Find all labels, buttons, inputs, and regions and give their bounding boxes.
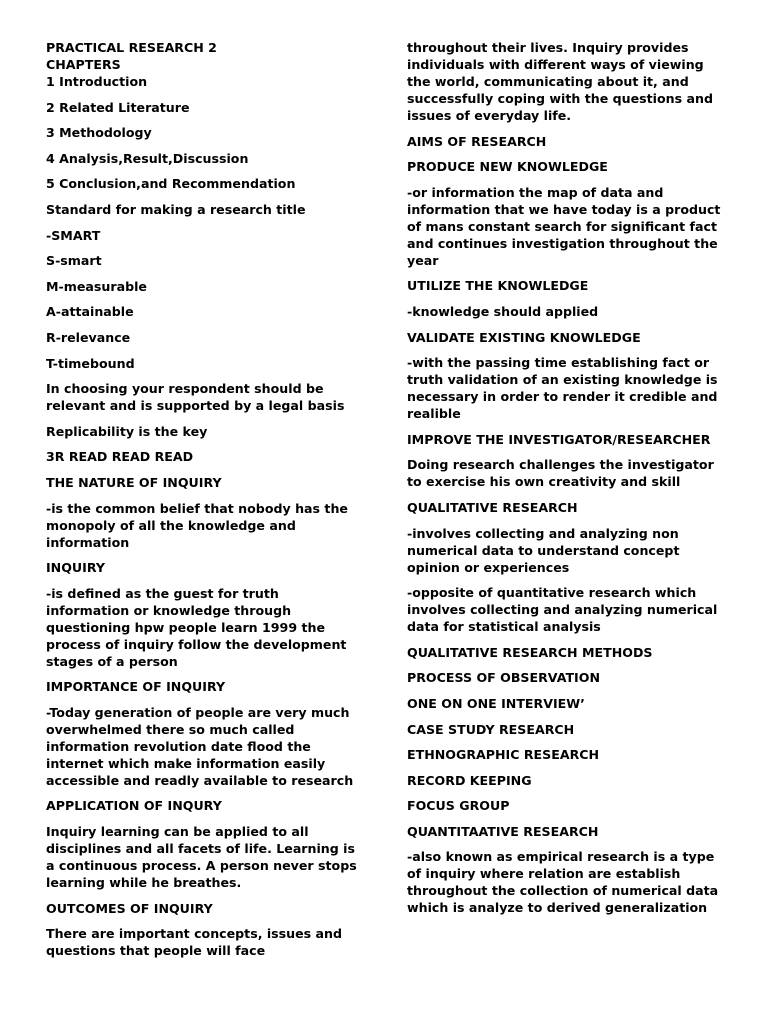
chapter-item: 5 Conclusion,and Recommendation: [46, 176, 296, 192]
chapter-item: 2 Related Literature: [46, 99, 190, 115]
section-heading: THE NATURE OF INQUIRY: [46, 474, 222, 490]
section-heading: IMPROVE THE INVESTIGATOR/RESEARCHER: [407, 431, 711, 447]
section-heading: PRODUCE NEW KNOWLEDGE: [407, 159, 608, 175]
paragraph: -also known as empirical research is a type of inquiry where relation are establish throughout the collection of numerical data which is analyze to derived generalization: [407, 849, 719, 916]
section-heading: QUALITATIVE RESEARCH: [407, 499, 578, 515]
section-heading: INQUIRY: [46, 560, 105, 576]
left-column: [46, 39, 364, 968]
section-heading: QUALITATIVE RESEARCH METHODS: [407, 644, 653, 660]
paragraph: -with the passing time establishing fact or truth validation of an existing knowledge is necessary in order to render it credible and realible: [407, 355, 718, 422]
smart-item: A-attainable: [46, 304, 134, 320]
paragraph: -is the common belief that nobody has the monopoly of all the knowledge and information: [46, 500, 348, 550]
paragraph: 3R READ READ READ: [46, 449, 194, 465]
section-heading: QUANTITAATIVE RESEARCH: [407, 823, 599, 839]
paragraph: Replicability is the key: [46, 423, 208, 439]
section-heading: UTILIZE THE KNOWLEDGE: [407, 278, 589, 294]
paragraph: -knowledge should applied: [407, 303, 599, 319]
paragraph: -or information the map of data and information that we have today is a product of mans constant search for significant fact and continues investigation throughout the year: [407, 184, 721, 268]
paragraph: Inquiry learning can be applied to all disciplines and all facets of life. Learning is a continuous process. A person never stops learning while he breathes.: [46, 824, 357, 891]
paragraph: Doing research challenges the investigator to exercise his own creativity and skill: [407, 457, 714, 490]
paragraph: throughout their lives. Inquiry provides individuals with different ways of viewing the world, communicating about it, and successfully coping with the questions and issues of everyday life.: [407, 40, 713, 123]
paragraph: -Today generation of people are very much overwhelmed there so much called information revolution date flood the internet which make information easily accessible and readly available to research: [46, 704, 354, 788]
method-item: FOCUS GROUP: [407, 798, 510, 814]
method-item: ONE ON ONE INTERVIEW’: [407, 695, 585, 711]
section-heading: APPLICATION OF INQURY: [46, 798, 222, 814]
chapter-item: 3 Methodology: [46, 125, 152, 141]
method-item: PROCESS OF OBSERVATION: [407, 670, 600, 686]
paragraph: Standard for making a research title: [46, 201, 306, 217]
smart-item: R-relevance: [46, 329, 131, 345]
section-heading: AIMS OF RESEARCH: [407, 133, 547, 149]
chapter-item: 4 Analysis,Result,Discussion: [46, 150, 249, 166]
right-column: [407, 39, 725, 925]
smart-item: T-timebound: [46, 355, 135, 371]
method-item: CASE STUDY RESEARCH: [407, 721, 575, 737]
method-item: ETHNOGRAPHIC RESEARCH: [407, 747, 600, 763]
paragraph: -opposite of quantitative research which involves collecting and analyzing numerical data for statistical analysis: [407, 585, 718, 635]
smart-item: S-smart: [46, 253, 102, 269]
section-heading: VALIDATE EXISTING KNOWLEDGE: [407, 329, 641, 345]
paragraph: -involves collecting and analyzing non numerical data to understand concept opinion or experiences: [407, 525, 680, 575]
smart-heading: -SMART: [46, 227, 101, 243]
chapter-item: 1 Introduction: [46, 74, 148, 89]
chapters-heading: CHAPTERS: [46, 57, 121, 72]
section-heading: IMPORTANCE OF INQUIRY: [46, 679, 226, 695]
paragraph: There are important concepts, issues and questions that people will face: [46, 926, 343, 959]
paragraph: -is defined as the guest for truth information or knowledge through questioning hpw people learn 1999 the process of inquiry follow the development stages of a person: [46, 585, 347, 669]
doc-title: PRACTICAL RESEARCH 2: [46, 40, 217, 55]
smart-item: M-measurable: [46, 278, 147, 294]
method-item: RECORD KEEPING: [407, 772, 532, 788]
paragraph: In choosing your respondent should be relevant and is supported by a legal basis: [46, 381, 345, 414]
section-heading: OUTCOMES OF INQUIRY: [46, 900, 213, 916]
